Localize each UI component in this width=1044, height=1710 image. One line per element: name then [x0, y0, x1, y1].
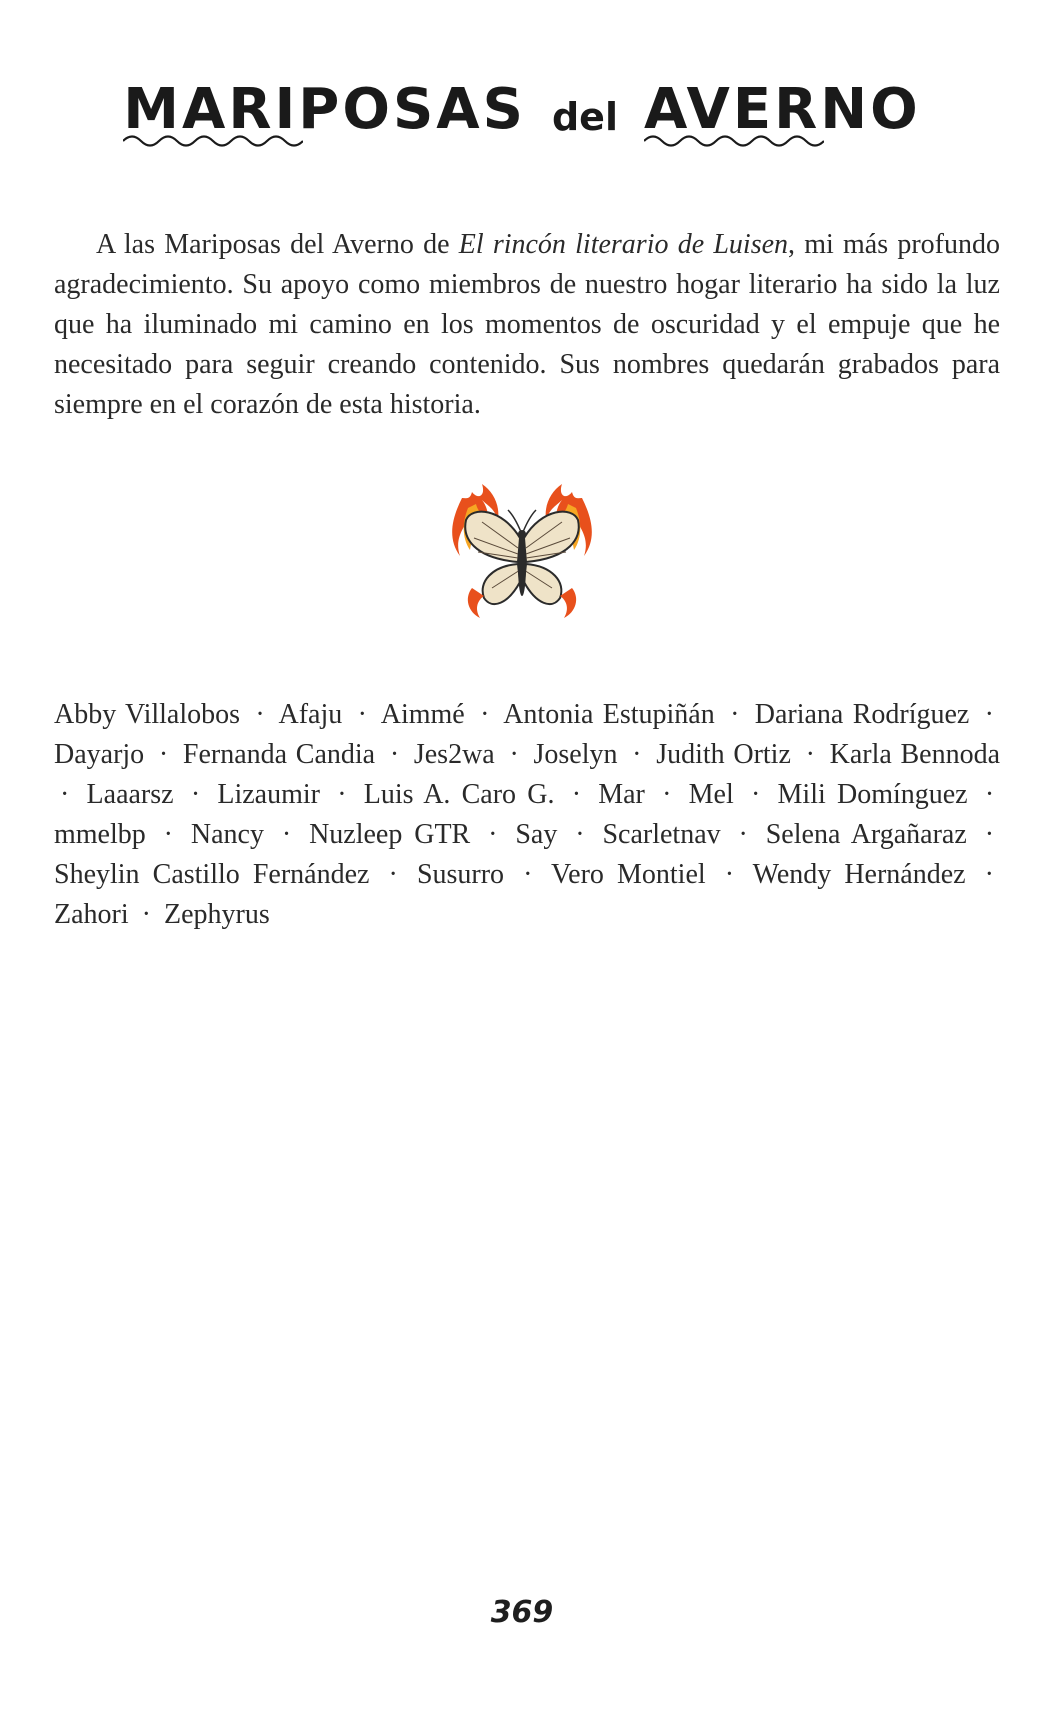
name-separator: ·	[357, 699, 367, 730]
name-item: Zephyrus	[163, 899, 270, 930]
name-item: Mili Domínguez	[777, 779, 968, 810]
name-item: Scarletnav	[602, 819, 721, 850]
name-item: Lizaumir	[217, 779, 320, 810]
name-item: Afaju	[278, 699, 343, 730]
name-item: Vero Montiel	[551, 859, 706, 890]
name-separator: ·	[984, 819, 995, 850]
flaming-butterfly-icon	[442, 478, 602, 623]
name-separator: ·	[509, 739, 519, 770]
name-separator: ·	[158, 739, 169, 770]
name-separator: ·	[163, 819, 173, 850]
names-list	[54, 695, 1000, 935]
page-number: 369	[490, 1595, 554, 1630]
name-separator: ·	[190, 779, 201, 810]
name-separator: ·	[662, 779, 672, 810]
name-item: Karla Bennoda	[829, 739, 1001, 770]
name-item: Fernanda Candia	[182, 739, 376, 770]
name-item: Nancy	[190, 819, 264, 850]
name-separator: ·	[389, 739, 400, 770]
dedication-paragraph: A las Mariposas del Averno de El rincón literario de Luisen, mi más profundo agradecimiento. Su apoyo como miembros de nuestro hogar literario ha sido la luz que ha iluminado mi camino en los momentos de oscuridad y el empuje que he necesitado para seguir creando contenido. Sus nombres quedarán grabados para siempre en el corazón de esta historia.	[54, 229, 1000, 420]
name-item: Zahori	[54, 899, 129, 930]
name-separator: ·	[255, 699, 265, 730]
name-separator: ·	[750, 779, 761, 810]
name-separator: ·	[984, 779, 995, 810]
name-separator: ·	[575, 819, 585, 850]
name-separator: ·	[523, 859, 533, 890]
name-separator: ·	[571, 779, 582, 810]
name-separator: ·	[984, 699, 994, 730]
name-item: Selena Argañaraz	[765, 819, 967, 850]
name-separator: ·	[388, 859, 398, 890]
name-separator: ·	[730, 699, 740, 730]
name-separator: ·	[724, 859, 735, 890]
name-item: Joselyn	[533, 739, 618, 770]
page-title	[0, 70, 1044, 150]
name-item: Susurro	[416, 859, 505, 890]
name-separator: ·	[281, 819, 292, 850]
name-item: Sheylin Castillo Fernández	[54, 859, 370, 890]
name-item: Mar	[598, 779, 645, 810]
name-item: Aimmé	[380, 699, 465, 730]
name-separator: ·	[60, 779, 70, 810]
name-separator: ·	[984, 859, 994, 890]
name-item: mmelbp	[54, 819, 146, 850]
name-item: Jes2wa	[413, 739, 495, 770]
title-word-mariposas: MARIPOSAS	[123, 82, 526, 138]
name-separator: ·	[480, 699, 490, 730]
name-item: Judith Ortiz	[656, 739, 791, 770]
name-item: Antonia Estupiñán	[503, 699, 715, 730]
name-separator: ·	[805, 739, 815, 770]
name-item: Dariana Rodríguez	[754, 699, 970, 730]
butterfly-border-icon	[123, 132, 303, 150]
butterfly-border-icon	[644, 132, 824, 150]
name-item: Laaarsz	[86, 779, 174, 810]
name-item: Wendy Hernández	[752, 859, 966, 890]
name-separator: ·	[141, 899, 151, 930]
name-item: Abby Villalobos	[54, 699, 241, 730]
title-word-averno: AVERNO	[644, 82, 921, 138]
name-separator: ·	[632, 739, 642, 770]
name-item: Mel	[688, 779, 734, 810]
title-word-del: del	[551, 95, 618, 139]
name-item: Nuzleep GTR	[309, 819, 471, 850]
name-separator: ·	[488, 819, 498, 850]
name-separator: ·	[337, 779, 347, 810]
name-item: Luis A. Caro G.	[363, 779, 555, 810]
name-item: Say	[515, 819, 558, 850]
book-title: El rincón literario de Luisen	[458, 229, 789, 260]
name-separator: ·	[738, 819, 748, 850]
name-item: Dayarjo	[54, 739, 145, 770]
